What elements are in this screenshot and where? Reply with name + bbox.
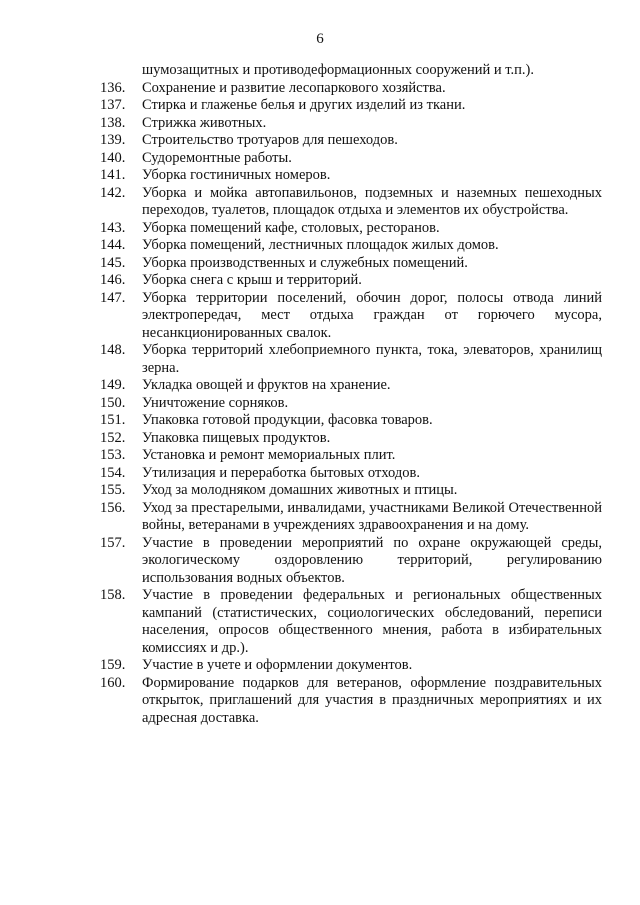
item-text: Участие в проведении мероприятий по охране окружающей среды, экологическому оздоровлению территорий, регулированию использования водных объектов. [142, 534, 602, 586]
item-text: Укладка овощей и фруктов на хранение. [142, 377, 391, 393]
list-item [100, 657, 602, 675]
item-number: 145. [100, 254, 126, 271]
list-item [100, 290, 602, 343]
item-number: 146. [100, 272, 126, 288]
item-number: 150. [100, 394, 126, 411]
item-text: Уборка гостиничных номеров. [142, 167, 331, 183]
item-text: Строительство тротуаров для пешеходов. [142, 132, 398, 148]
item-text: Упаковка пищевых продуктов. [142, 429, 331, 446]
list-item [100, 430, 602, 448]
list-item [100, 482, 602, 500]
item-text: Упаковка готовой продукции, фасовка товаров. [142, 412, 433, 428]
item-number: 138. [100, 114, 126, 131]
item-text: Уход за престарелыми, инвалидами, участниками Великой Отечественной войны, ветеранами в учреждениях здравоохранения и на дому. [142, 499, 602, 533]
item-number: 156. [100, 499, 126, 516]
item-number: 144. [100, 237, 126, 253]
list-item [100, 132, 602, 150]
list-item [100, 115, 602, 133]
list-item [100, 377, 602, 395]
item-number: 147. [100, 289, 126, 306]
item-number: 159. [100, 657, 126, 673]
list-item [100, 185, 602, 220]
item-number: 143. [100, 219, 126, 236]
list-item [100, 535, 602, 588]
list-item [100, 255, 602, 273]
item-text: Сохранение и развитие лесопаркового хозяйства. [142, 79, 446, 96]
item-number: 140. [100, 149, 126, 166]
list-item [100, 272, 602, 290]
item-number: 137. [100, 97, 126, 113]
list-item [100, 237, 602, 255]
numbered-list [100, 62, 602, 727]
list-item [100, 447, 602, 465]
item-number: 160. [100, 674, 126, 691]
item-text: Уборка помещений, лестничных площадок жилых домов. [142, 237, 499, 253]
item-number: 149. [100, 377, 126, 393]
item-number: 136. [100, 79, 126, 96]
item-text: Утилизация и переработка бытовых отходов. [142, 464, 420, 481]
item-text: Уборка территории поселений, обочин дорог, полосы отвода линий электропередач, мест отдыха граждан от горючего мусора, несанкционированных свалок. [142, 289, 602, 341]
list-item [100, 465, 602, 483]
item-number: 152. [100, 429, 126, 446]
item-text: Установка и ремонт мемориальных плит. [142, 447, 396, 463]
item-text: Стрижка животных. [142, 114, 267, 131]
item-text: Стирка и глаженье белья и других изделий из ткани. [142, 97, 466, 113]
item-number: 142. [100, 184, 126, 201]
list-item [100, 587, 602, 657]
item-number: 155. [100, 482, 126, 498]
item-text: Участие в учете и оформлении документов. [142, 657, 413, 673]
item-text: Уход за молодняком домашних животных и птицы. [142, 482, 458, 498]
item-text: Уборка и мойка автопавильонов, подземных и наземных пешеходных переходов, туалетов, площадок отдыха и элементов их обустройства. [142, 184, 602, 218]
item-text: Уничтожение сорняков. [142, 394, 289, 411]
item-number: 158. [100, 587, 126, 603]
list-item [100, 220, 602, 238]
list-item [100, 80, 602, 98]
item-number: 151. [100, 412, 126, 428]
item-text: Уборка помещений кафе, столовых, ресторанов. [142, 219, 440, 236]
list-item [100, 150, 602, 168]
list-item [100, 412, 602, 430]
item-number: 154. [100, 464, 126, 481]
item-number: 148. [100, 342, 126, 358]
item-text: Формирование подарков для ветеранов, оформление поздравительных открыток, приглашений для участия в праздничных мероприятиях и их адресная доставка. [142, 674, 602, 726]
list-item [100, 395, 602, 413]
item-text: Уборка снега с крыш и территорий. [142, 272, 362, 288]
item-number: 157. [100, 534, 126, 551]
item-number: 153. [100, 447, 126, 463]
item-number: 141. [100, 167, 126, 183]
list-item [100, 675, 602, 728]
item-text: Уборка территорий хлебоприемного пункта, тока, элеваторов, хранилищ зерна. [142, 342, 602, 376]
list-item [100, 342, 602, 377]
list-item [100, 167, 602, 185]
item-text: Участие в проведении федеральных и региональных общественных кампаний (статистических, социологических обследований, переписи населения, опросов общественного мнения, работа в избирательных комиссиях и др.). [142, 587, 602, 656]
item-text: Судоремонтные работы. [142, 149, 292, 166]
item-text: Уборка производственных и служебных помещений. [142, 254, 468, 271]
continuation-text: шумозащитных и противодеформационных сооружений и т.п.). [142, 62, 534, 78]
list-item [100, 500, 602, 535]
list-item [100, 97, 602, 115]
page-number: 6 [316, 31, 324, 47]
item-number: 139. [100, 132, 126, 148]
